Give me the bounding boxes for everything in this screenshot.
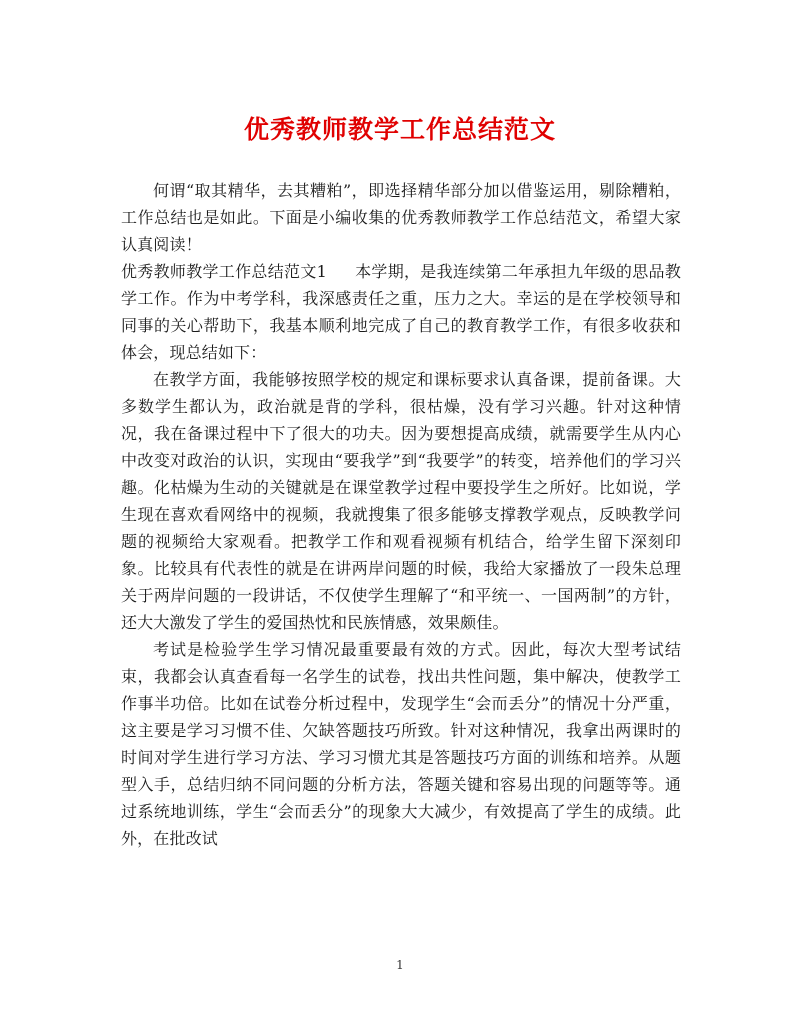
page-number: 1 xyxy=(396,958,404,972)
intro-paragraph: 何谓“取其精华，去其糟粕”，即选择精华部分加以借鉴运用，剔除糟粕，工作总结也是如此。下面是小编收集的优秀教师教学工作总结范文，希望大家认真阅读！ xyxy=(121,181,681,254)
section-heading: 优秀教师教学工作总结范文1 xyxy=(121,262,327,281)
body-paragraph-2: 考试是检验学生学习情况最重要最有效的方式。因此，每次大型考试结束，我都会认真查看每一名学生的试卷，找出共性问题，集中解决，使教学工作事半功倍。比如在试卷分析过程中，发现学生“会而丢分”的情况十分严重，这主要是学习习惯不佳、欠缺答题技巧所致。针对这种情况，我拿出两课时的时间对学生进行学习方法、学习习惯尤其是答题技巧方面的训练和培养。从题型入手，总结归纳不同问题的分析方法，答题关键和容易出现的问题等等。通过系统地训练，学生“会而丢分”的现象大大减少，有效提高了学生的成绩。此外，在批改试 xyxy=(121,640,681,848)
document-body xyxy=(121,177,681,852)
section-opening: 本学期，是我连续第二年承担九年级的思品教学工作。作为中考学科，我深感责任之重，压力之大。幸运的是在学校领导和同事的关心帮助下，我基本顺利地完成了自己的教育教学工作，有很多收获和体会，现总结如下： xyxy=(121,262,681,362)
document-title: 优秀教师教学工作总结范文 xyxy=(243,115,556,144)
body-paragraph-1: 在教学方面，我能够按照学校的规定和课标要求认真备课，提前备课。大多数学生都认为，政治就是背的学科，很枯燥，没有学习兴趣。针对这种情况，我在备课过程中下了很大的功夫。因为要想提高成绩，就需要学生从内心中改变对政治的认识，实现由“要我学”到“我要学”的转变，培养他们的学习兴趣。化枯燥为生动的关键就是在课堂教学过程中要投学生之所好。比如说，学生现在喜欢看网络中的视频，我就搜集了很多能够支撑教学观点，反映教学问题的视频给大家观看。把教学工作和观看视频有机结合，给学生留下深刻印象。比较具有代表性的就是在讲两岸问题的时候，我给大家播放了一段朱总理关于两岸问题的一段讲话，不仅使学生理解了“和平统一、一国两制”的方针，还大大激发了学生的爱国热忱和民族情感，效果颇佳。 xyxy=(121,370,681,632)
section-paragraph xyxy=(121,258,681,366)
